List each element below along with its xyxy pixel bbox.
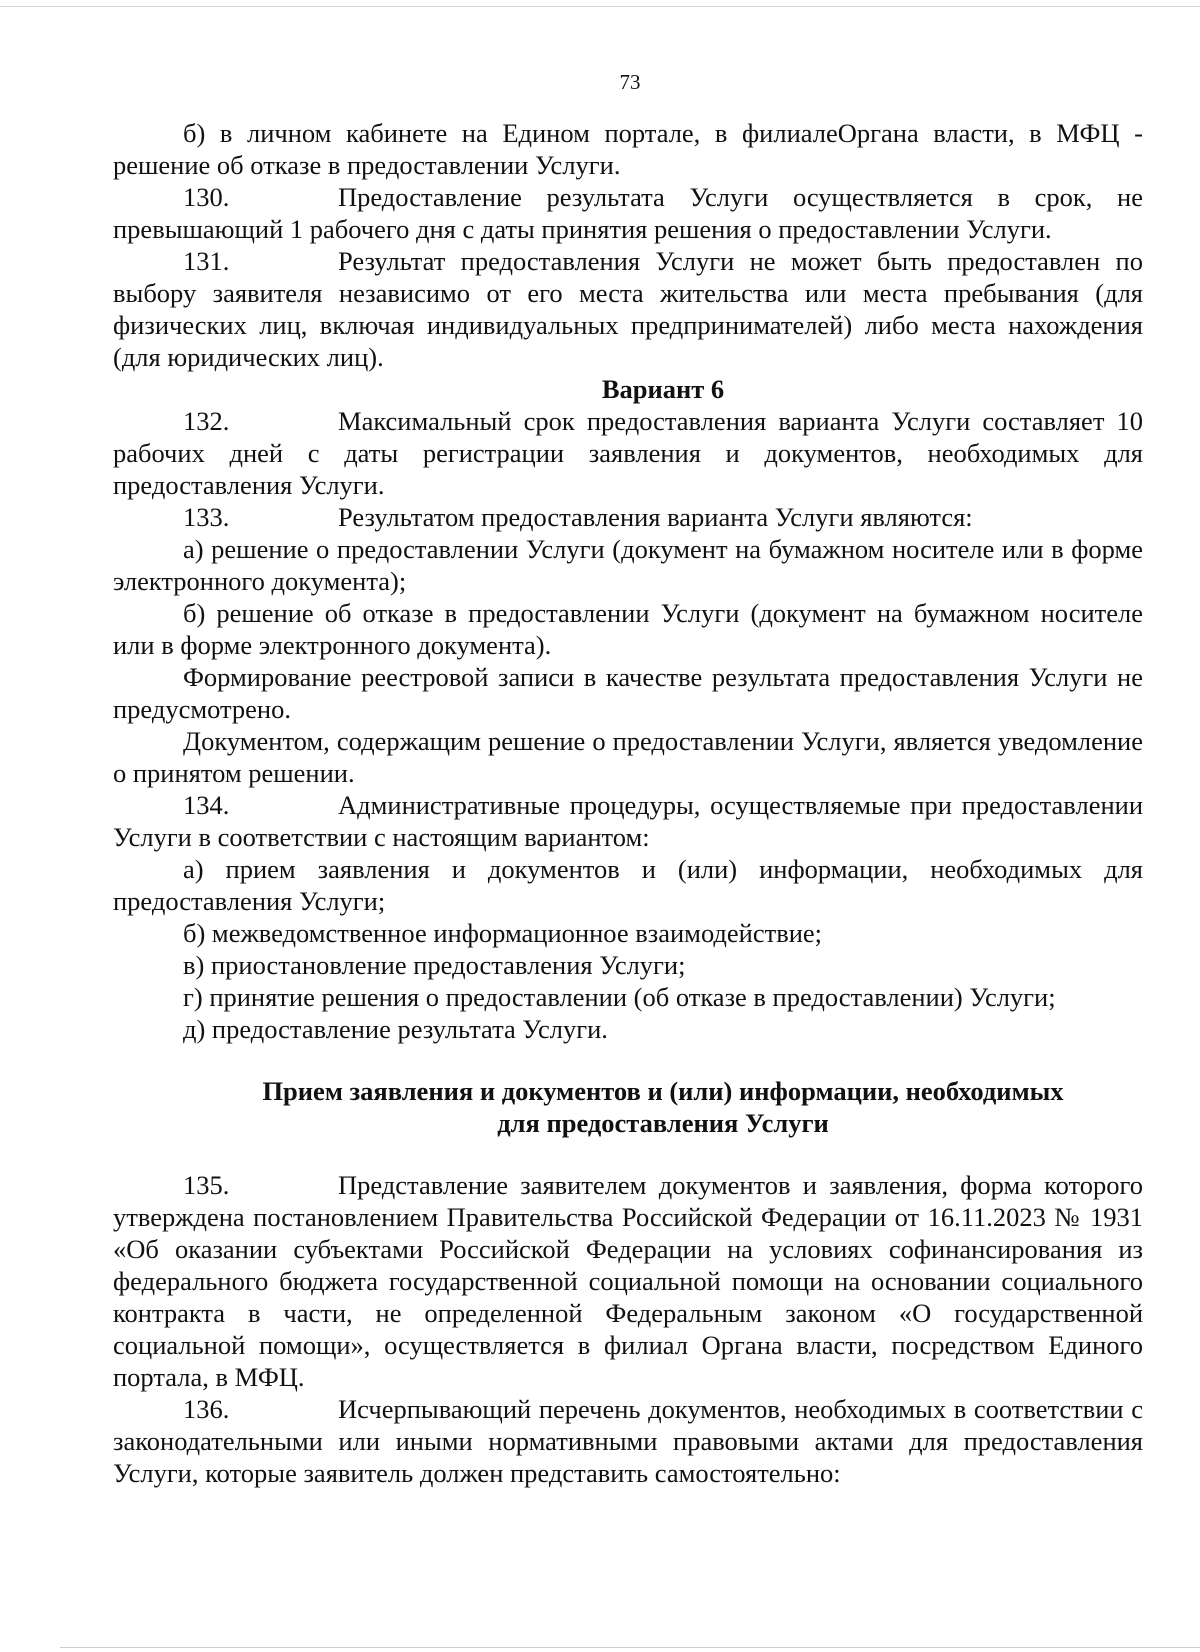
paragraph-number: 130. — [183, 182, 230, 212]
list-item-a: а) прием заявления и документов и (или) информации, необходимых для предоставления Услуги; — [113, 854, 1143, 916]
paragraph-number: 134. — [183, 790, 230, 820]
paragraph-132 — [113, 405, 1143, 501]
paragraph-number: 136. — [183, 1394, 230, 1424]
heading-section-line1: Прием заявления и документов и (или) информации, необходимых — [262, 1076, 1064, 1106]
list-item-b: б) межведомственное информационное взаимодействие; — [183, 918, 823, 948]
paragraph-registry-record: Формирование реестровой записи в качестве результата предоставления Услуги не предусмотрено. — [113, 662, 1143, 724]
list-item-g: г) принятие решения о предоставлении (об отказе в предоставлении) Услуги; — [183, 982, 1056, 1012]
heading-section — [113, 1075, 1143, 1139]
paragraph-text: Результат предоставления Услуги не может быть предоставлен по выбору заявителя независимо от его места жительства или места пребывания (для физических лиц, включая индивидуальных предпринимателей) либо места нахождения (для юридических лиц). — [113, 246, 1143, 372]
paragraph-number: 132. — [183, 406, 230, 436]
scan-edge-top — [0, 6, 1200, 7]
paragraph-text: Представление заявителем документов и заявления, форма которого утверждена постановлением Правительства Российской Федерации от 16.11.2023 № 1931 «Об оказании субъектами Российской Федерации на условиях софинансирования из федерального бюджета государственной социальной помощи на основании социального контракта в части, не определенной Федеральным законом «О государственной социальной помощи», осуществляется в филиал Органа власти, посредством Единого портала, в МФЦ. — [113, 1170, 1143, 1392]
scan-edge-bottom — [60, 1647, 1200, 1648]
paragraph-130 — [113, 181, 1143, 245]
paragraph-text: б) в личном кабинете на Едином портале, в филиалеОргана власти, в МФЦ - решение об отказе в предоставлении Услуги. — [113, 118, 1143, 180]
list-item-d: д) предоставление результата Услуги. — [183, 1014, 608, 1044]
paragraph-number: 135. — [183, 1170, 230, 1200]
list-item-a: а) решение о предоставлении Услуги (документ на бумажном носителе или в форме электронного документа); — [113, 534, 1143, 596]
heading-variant: Вариант 6 — [601, 374, 725, 404]
document-body — [113, 117, 1143, 1489]
page-number: 73 — [619, 70, 641, 94]
paragraph-133 — [113, 501, 1143, 533]
list-item-v: в) приостановление предоставления Услуги; — [183, 950, 686, 980]
paragraph-136 — [113, 1393, 1143, 1489]
list-item-b: б) решение об отказе в предоставлении Услуги (документ на бумажном носителе или в форме электронного документа). — [113, 598, 1143, 660]
paragraph-131 — [113, 245, 1143, 373]
paragraph-134 — [113, 789, 1143, 853]
paragraph-text: Предоставление результата Услуги осуществляется в срок, не превышающий 1 рабочего дня с даты принятия решения о предоставлении Услуги. — [113, 182, 1143, 244]
paragraph-number: 131. — [183, 246, 230, 276]
paragraph-135 — [113, 1169, 1143, 1393]
paragraph-text: Исчерпывающий перечень документов, необходимых в соответствии с законодательными или иными нормативными правовыми актами для предоставления Услуги, которые заявитель должен представить самостоятельно: — [113, 1394, 1143, 1488]
paragraph-text: Результатом предоставления варианта Услуги являются: — [338, 502, 973, 532]
paragraph-text: Административные процедуры, осуществляемые при предоставлении Услуги в соответствии с настоящим вариантом: — [113, 790, 1143, 852]
heading-section-line2: для предоставления Услуги — [497, 1108, 829, 1138]
paragraph-text: Максимальный срок предоставления варианта Услуги составляет 10 рабочих дней с даты регистрации заявления и документов, необходимых для предоставления Услуги. — [113, 406, 1143, 500]
paragraph-notification: Документом, содержащим решение о предоставлении Услуги, является уведомление о принятом решении. — [113, 726, 1143, 788]
paragraph-decision-refusal — [113, 117, 1143, 181]
paragraph-number: 133. — [183, 502, 230, 532]
